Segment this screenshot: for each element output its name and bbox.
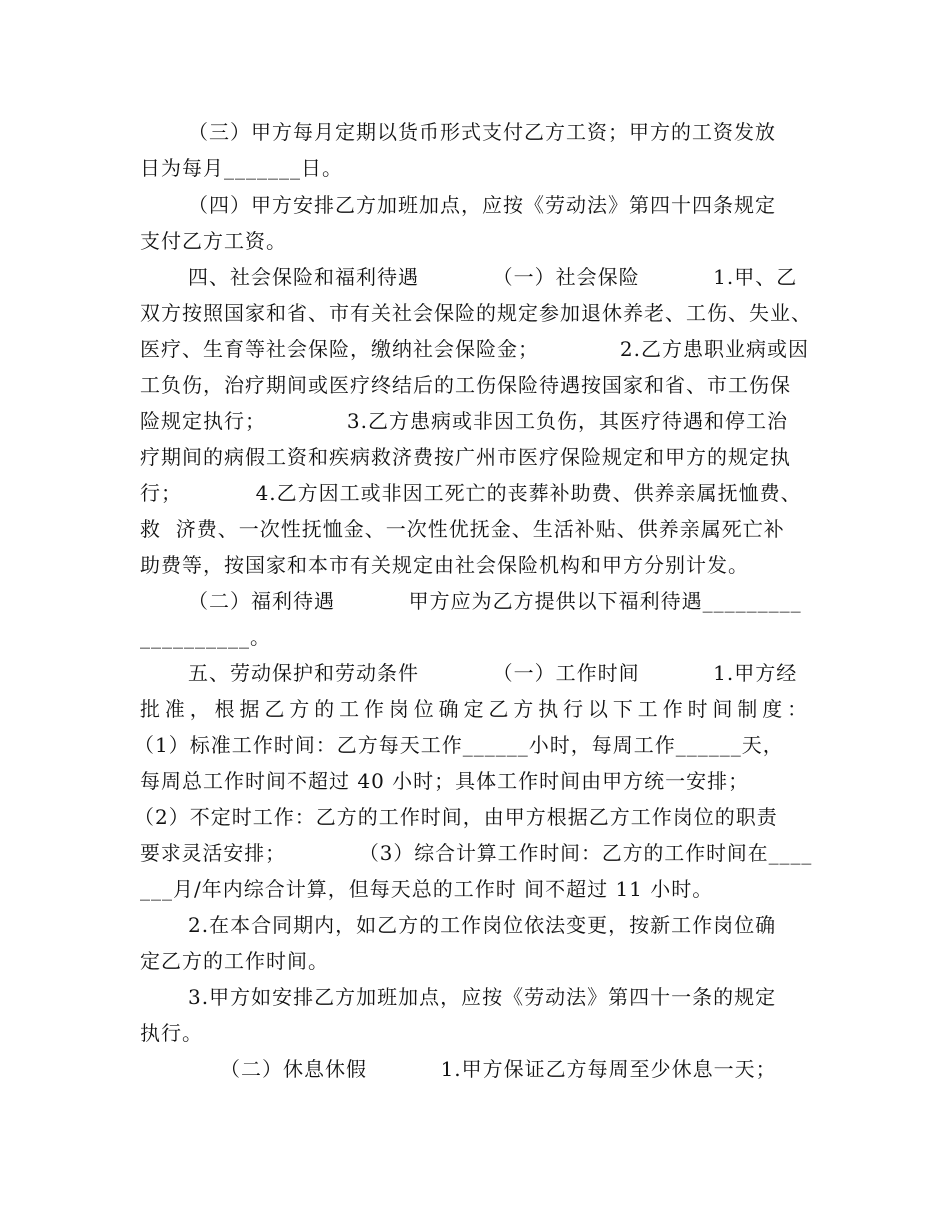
text-line: 工负伤，治疗期间或医疗终结后的工伤保险待遇按国家和省、市工伤保: [140, 373, 791, 397]
text-line: 日为每月_______日。: [140, 156, 343, 180]
text-line: 救 济费、一次性抚恤金、一次性优抚金、生活补贴、供养亲属死亡补: [140, 517, 785, 541]
text-line: （四）甲方安排乙方加班加点，应按《劳动法》第四十四条规定: [188, 193, 776, 217]
text-line: 2.在本合同期内，如乙方的工作岗位依法变更，按新工作岗位确: [188, 913, 777, 937]
text-line: 要求灵活安排； （3）综合计算工作时间：乙方的工作时间在____: [140, 841, 813, 865]
text-line: （二）福利待遇 甲方应为乙方提供以下福利待遇_________: [188, 589, 802, 613]
text-line: __________。: [140, 625, 271, 649]
text-line: 支付乙方工资。: [140, 229, 287, 253]
text-line: 行； 4.乙方因工或非因工死亡的丧葬补助费、供养亲属抚恤费、: [140, 481, 802, 505]
text-line: 每周总工作时间不超过 40 小时；具体工作时间由甲方统一安排；: [140, 769, 750, 793]
text-line: 双方按照国家和省、市有关社会保险的规定参加退休养老、工伤、失业、: [140, 301, 812, 325]
text-line: 执行。: [140, 1021, 203, 1045]
text-line: 四、社会保险和福利待遇 （一）社会保险 1.甲、乙: [188, 265, 798, 289]
text-line: 定乙方的工作时间。: [140, 949, 329, 973]
text-line: 疗期间的病假工资和疾病救济费按广州市医疗保险规定和甲方的规定执: [140, 445, 791, 469]
text-line: （二）休息休假 1.甲方保证乙方每周至少休息一天；: [220, 1057, 777, 1081]
text-line: （1）标准工作时间：乙方每天工作______小时，每周工作______天，: [134, 733, 784, 757]
text-line: 助费等，按国家和本市有关规定由社会保险机构和甲方分别计发。: [140, 553, 749, 577]
text-line: （2）不定时工作：乙方的工作时间，由甲方根据乙方工作岗位的职责: [134, 805, 778, 829]
text-line: （三）甲方每月定期以货币形式支付乙方工资；甲方的工资发放: [188, 120, 776, 144]
text-line: 批准，根据乙方的工作岗位确定乙方执行以下工作时间制度：: [140, 697, 813, 721]
text-line: 医疗、生育等社会保险，缴纳社会保险金； 2.乙方患职业病或因: [140, 337, 810, 361]
text-line: 险规定执行； 3.乙方患病或非因工负伤，其医疗待遇和停工治: [140, 409, 789, 433]
text-line: 3.甲方如安排乙方加班加点，应按《劳动法》第四十一条的规定: [188, 985, 777, 1009]
text-line: ___月/年内综合计算，但每天总的工作时 间不超过 11 小时。: [140, 877, 714, 901]
text-line: 五、劳动保护和劳动条件 （一）工作时间 1.甲方经: [188, 661, 798, 685]
